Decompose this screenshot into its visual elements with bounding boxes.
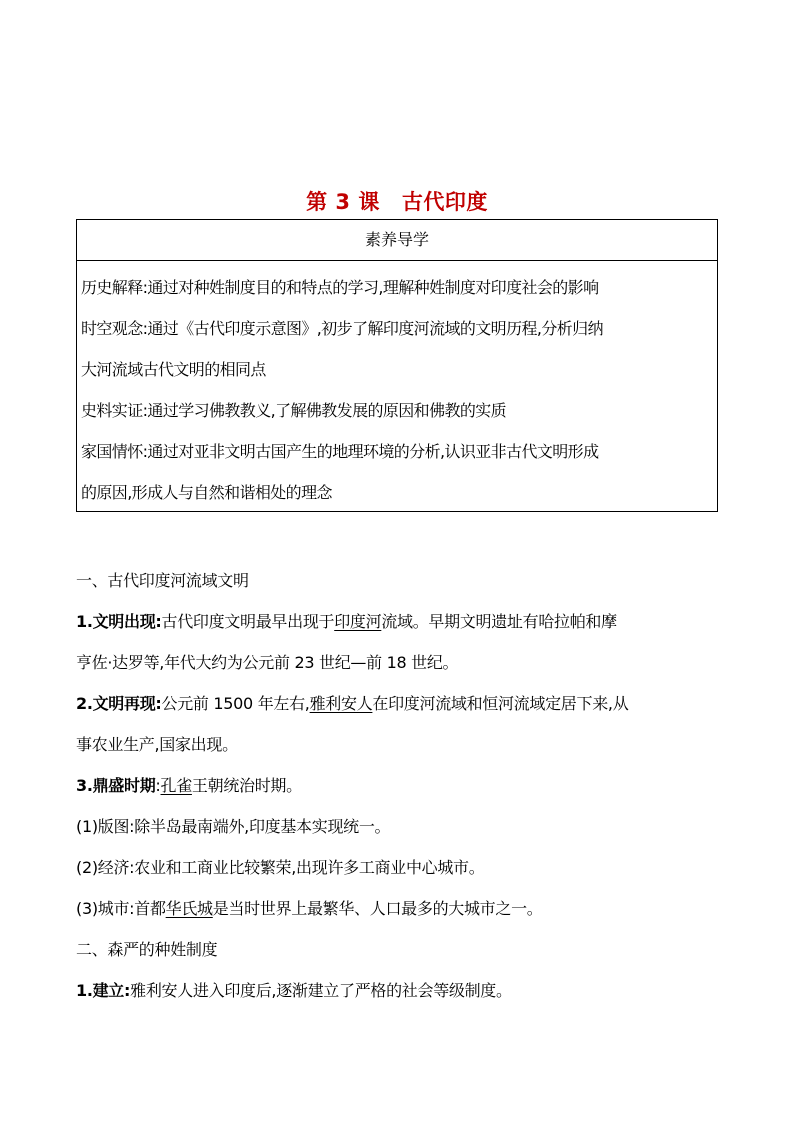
sub-item: (3)城市:首都华氏城是当时世界上最繁华、人口最多的大城市之一。 — [76, 899, 543, 918]
literacy-guide-heading: 素养导学 — [77, 220, 717, 261]
lesson-content — [76, 560, 726, 1011]
paragraph-continued: 亨佐·达罗等,年代大约为公元前 23 世纪—前 18 世纪。 — [76, 653, 459, 672]
paragraph: 3.鼎盛时期:孔雀王朝统治时期。 — [76, 776, 302, 795]
literacy-line: 大河流域古代文明的相同点 — [81, 360, 266, 379]
page-title — [0, 186, 794, 216]
literacy-line: 时空观念:通过《古代印度示意图》,初步了解印度河流域的文明历程,分析归纳 — [81, 319, 603, 338]
paragraph: 1.文明出现:古代印度文明最早出现于印度河流域。早期文明遗址有哈拉帕和摩 — [76, 612, 617, 631]
paragraph-continued: 事农业生产,国家出现。 — [76, 735, 238, 754]
literacy-guide-body — [77, 261, 717, 513]
key-term: 孔雀 — [160, 776, 192, 795]
sub-item: (1)版图:除半岛最南端外,印度基本实现统一。 — [76, 817, 391, 836]
paragraph-label: 2.文明再现: — [76, 694, 162, 713]
paragraph: 1.建立:雅利安人进入印度后,逐渐建立了严格的社会等级制度。 — [76, 981, 512, 1000]
paragraph-label: 3.鼎盛时期 — [76, 776, 156, 795]
paragraph-label: 1.文明出现: — [76, 612, 162, 631]
key-term: 华氏城 — [165, 899, 213, 918]
key-term: 印度河 — [334, 612, 382, 631]
section-heading: 二、森严的种姓制度 — [76, 940, 218, 959]
section-heading: 一、古代印度河流域文明 — [76, 571, 249, 590]
paragraph-label: 1.建立: — [76, 981, 131, 1000]
literacy-guide-box — [76, 219, 718, 512]
key-term: 雅利安人 — [309, 694, 373, 713]
literacy-line: 家国情怀:通过对亚非文明古国产生的地理环境的分析,认识亚非古代文明形成 — [81, 442, 599, 461]
paragraph: 2.文明再现:公元前 1500 年左右,雅利安人在印度河流域和恒河流域定居下来,从 — [76, 694, 629, 713]
literacy-line: 历史解释:通过对种姓制度目的和特点的学习,理解种姓制度对印度社会的影响 — [81, 278, 599, 297]
literacy-line: 的原因,形成人与自然和谐相处的理念 — [81, 483, 332, 502]
sub-item: (2)经济:农业和工商业比较繁荣,出现许多工商业中心城市。 — [76, 858, 485, 877]
lesson-number: 第 3 课 — [306, 190, 380, 214]
lesson-topic: 古代印度 — [401, 190, 488, 214]
literacy-line: 史料实证:通过学习佛教教义,了解佛教发展的原因和佛教的实质 — [81, 401, 507, 420]
